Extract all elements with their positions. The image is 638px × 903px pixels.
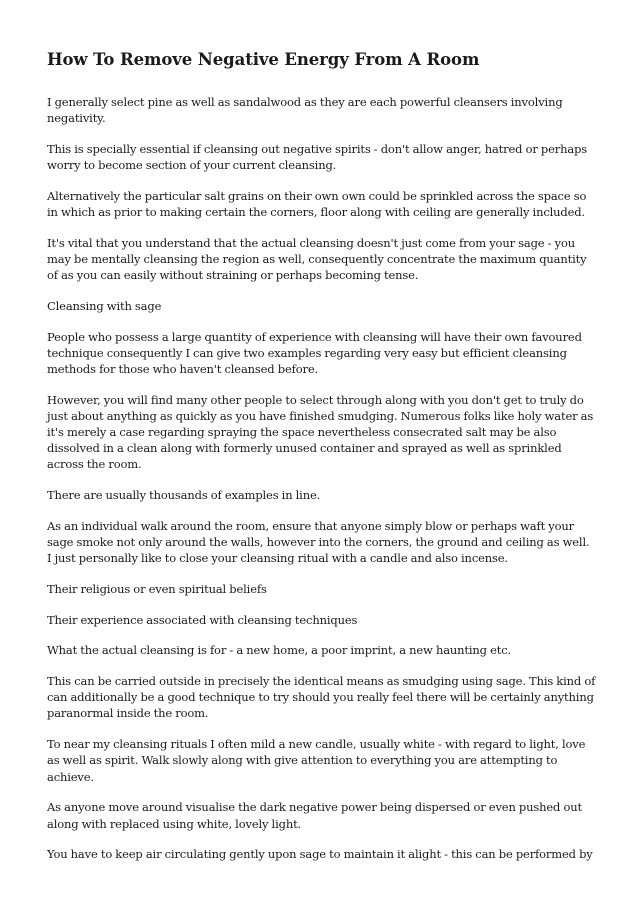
paragraph-14: To near my cleansing rituals I often mild a new candle, usually white - with regard to light, love as well as spirit. Walk slowly along with give attention to everything you are attempting to achieve. — [47, 737, 586, 784]
paragraph-10: Their religious or even spiritual beliefs — [47, 581, 267, 596]
paragraph-15: As anyone move around visualise the dark negative power being dispersed or even pushed out along with replaced using white, lovely light. — [47, 800, 582, 831]
paragraph-12: What the actual cleansing is for - a new home, a poor imprint, a new haunting etc. — [47, 643, 512, 658]
paragraph-9: As an individual walk around the room, ensure that anyone simply blow or perhaps waft your sage smoke not only around the walls, however into the corners, the ground and ceiling as well. I just personally like to close your cleansing ritual with a candle and also incense. — [47, 518, 590, 566]
paragraph-13: This can be carried outside in precisely the identical means as smudging using sage. This kind of can additionally be a good technique to try should you really feel there will be certainly anything paranormal inside the room. — [47, 674, 596, 721]
paragraph-3: Alternatively the particular salt grains on their own own could be sprinkled across the space so in which as prior to making certain the corners, floor along with ceiling are generally included. — [47, 188, 587, 220]
paragraph-11: Their experience associated with cleansing techniques — [47, 612, 358, 627]
paragraph-16: You have to keep air circulating gently upon sage to maintain it alight - this can be performed by — [47, 847, 593, 862]
paragraph-8: There are usually thousands of examples in line. — [47, 488, 321, 503]
paragraph-7: However, you will find many other people to select through along with you don't get to truly do just about anything as quickly as you have finished smudging. Numerous folks like holy water as it's merely a case regarding spraying the space nevertheless consecrated salt may be also dissolved in a clean along with formerly unused container and sprayed as well as sprinkled across the room. — [47, 392, 594, 472]
paragraph-1: I generally select pine as well as sandalwood as they are each powerful cleansers involving negativity. — [47, 95, 563, 126]
paragraph-2: This is specially essential if cleansing out negative spirits - don't allow anger, hatred or perhaps worry to become section of your current cleansing. — [47, 141, 588, 173]
document-page — [47, 48, 597, 877]
page-title: How To Remove Negative Energy From A Room — [47, 50, 480, 69]
paragraph-5: Cleansing with sage — [47, 298, 162, 313]
paragraph-6: People who possess a large quantity of experience with cleansing will have their own favoured technique consequently I can give two examples regarding very easy but efficient cleansing methods for those who haven't cleansed before. — [47, 329, 582, 376]
paragraph-4: It's vital that you understand that the actual cleansing doesn't just come from your sage - you may be mentally cleansing the region as well, consequently concentrate the maximum quantity of as you can easily without straining or perhaps becoming tense. — [47, 235, 587, 283]
